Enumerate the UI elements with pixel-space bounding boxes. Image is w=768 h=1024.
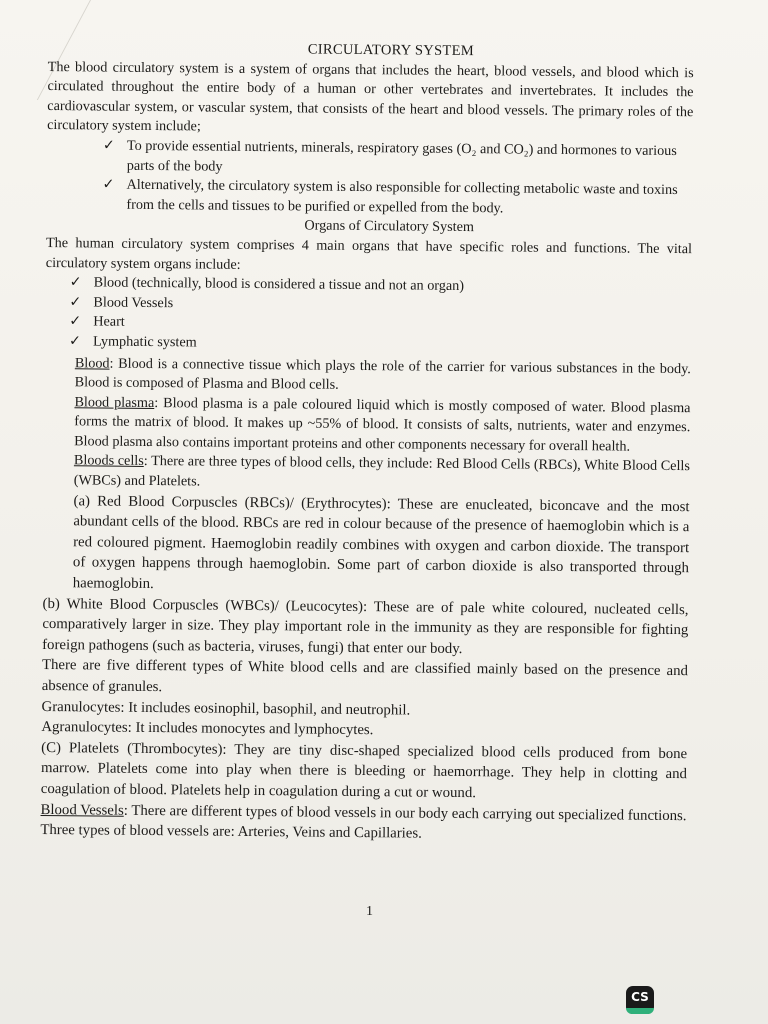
check-icon: ✓ [69,293,82,311]
camscanner-logo-icon [626,986,654,1014]
vessels-paragraph [40,800,686,847]
wbc-types-paragraph: There are five different types of White blood cells and are classified mainly based on the presence and absence of granules. [41,657,689,696]
cells-term: Bloods cells [73,452,144,470]
document-title: CIRCULATORY SYSTEM [307,41,475,60]
camscanner-logo-text: CS [631,990,649,1004]
organ-text: Blood (technically, blood is considered a tissue and not an organ) [93,274,465,295]
organ-text: Blood Vessels [93,294,174,311]
page-number: 1 [366,904,373,919]
plasma-paragraph [74,393,691,458]
role-text: Alternatively, the circulatory system is also responsible for collecting metabolic waste and toxins from the cells and tissues to be purified or expelled from the body. [126,176,678,217]
intro-paragraph: The blood circulatory system is a system of organs that includes the heart, blood vessels, and blood which is circulated throughout the entire body of a human or other vertebrates and invertebrates. It includes the cardiovascular system, or vascular system, that consists of the heart and blood vessels. The primary roles of the circulatory system include; [47,58,694,135]
check-icon: ✓ [102,176,115,193]
wbc-paragraph: (b) White Blood Corpuscles (WBCs)/ (Leucocytes): These are of pale white coloured, nucleated cells, comparatively larger in size. They play important role in the immunity as they are responsible for fighting foreign pathogens (such as bacteria, viruses, fungi) that enter our body. [42,595,689,657]
cells-paragraph [74,452,690,497]
organ-text: Heart [93,313,125,331]
plasma-text: : Blood plasma is a pale coloured liquid which is mostly composed of water. Blood plasma forms the matrix of blood. It makes up ~55% of blood. It consists of salts, nutrients, water and enzymes. Blood plasma also contains important proteins and other components necessary for overall health. [74,394,691,455]
list-item [103,137,693,182]
role-text: To provide essential nutrients, minerals, respiratory gases (O₂ and CO₂) and hormones to various parts of the body [126,137,677,175]
organs-heading: Organs of Circulatory System [304,217,475,236]
list-item [102,176,692,221]
check-icon: ✓ [69,274,82,291]
roles-list [102,137,693,221]
vessels-term: Blood Vessels [40,801,124,819]
organs-intro: The human circulatory system comprises 4 main organs that have specific roles and functions. The vital circulatory system organs include: [45,234,693,273]
organ-text: Lymphatic system [93,333,197,351]
check-icon: ✓ [69,333,82,350]
camscanner-logo-bar [626,1008,654,1014]
blood-term: Blood [74,354,110,372]
plasma-term: Blood plasma [74,393,155,411]
document-body [40,38,694,847]
platelets-paragraph: (C) Platelets (Thrombocytes): They are tiny disc-shaped specialized blood cells produced from bone marrow. Platelets come into play when there is bleeding or haemorrhage. They help in clotting and coagulation of blood. Platelets help in coagulation during a cut or wound. [40,739,688,802]
blood-text: : Blood is a connective tissue which plays the role of the carrier for various substances in the body. Blood is composed of Plasma and Blood cells. [74,355,691,393]
agranulocytes-line: Agranulocytes: It includes monocytes and lymphocytes. [41,719,374,739]
rbc-paragraph: (a) Red Blood Corpuscles (RBCs)/ (Erythrocytes): These are enucleated, biconcave and the most abundant cells of the blood. RBCs are red in colour because of the presence of haemoglobin which is a red coloured pigment. Haemoglobin readily combines with oxygen and carbon dioxide. The transport of oxygen happens through haemoglobin. Some part of carbon dioxide is also transported through haemoglobin. [72,492,690,593]
vessels-text: : There are different types of blood vessels in our body each carrying out specialized functions. Three types of blood vessels are: Arteries, Veins and Capillaries. [40,802,687,842]
granulocytes-line: Granulocytes: It includes eosinophil, basophil, and neutrophil. [41,698,411,719]
organs-list [69,273,692,357]
cells-text: : There are three types of blood cells, they include: Red Blood Cells (RBCs), White Blood Cells (WBCs) and Platelets. [73,453,690,490]
check-icon: ✓ [102,137,115,154]
check-icon: ✓ [69,313,82,330]
blood-paragraph [75,354,691,399]
